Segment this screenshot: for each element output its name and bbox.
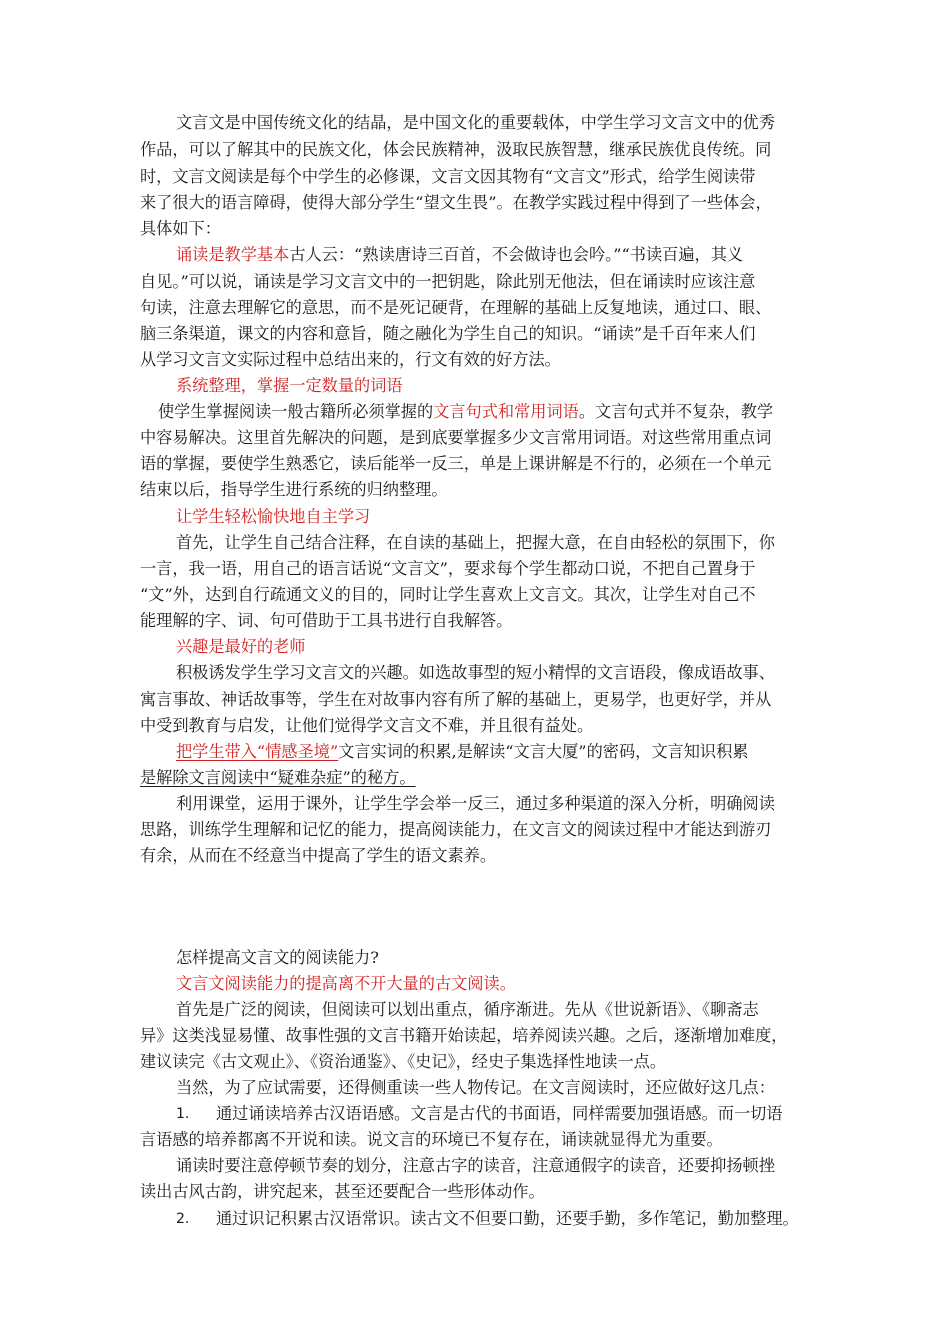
paragraph-line: 从学习文言文实际过程中总结出来的，行文有效的好方法。 [140,350,561,369]
paragraph-line: 能理解的字、词、句可借助于工具书进行自我解答。 [140,611,513,630]
paragraph-line: “文”外，达到自行疏通文义的目的，同时让学生喜欢上文言文。其次，让学生对自己不 [140,585,756,604]
paragraph-line: 寓言事故、神话故事等，学生在对故事内容有所了解的基础上，更易学，也更好学，并从 [140,690,772,709]
list-item-text: 言语感的培养都离不开说和读。说文言的环境已不复存在，诵读就显得尤为重要。 [140,1130,723,1149]
paragraph-text: 文言实词的积累,是解读“文言大厦”的密码，文言知识积累 [338,742,749,761]
paragraph-line: 积极诱发学生学习文言文的兴趣。如选故事型的短小精悍的文言语段，像成语故事、 [176,663,775,682]
paragraph-line: 一言，我一语，用自己的语言话说“文言文”，要求每个学生都动口说，不把自己置身于 [140,559,756,578]
paragraph-line: 语的掌握，要使学生熟悉它，读后能举一反三，单是上课讲解是不行的，必须在一个单元 [140,454,772,473]
paragraph-line: 时，文言文阅读是每个中学生的必修课，文言文因其物有“文言文”形式，给学生阅读带 [140,167,756,186]
section-heading-recitation: 诵读是教学基本 [176,245,290,264]
paragraph-line: 诵读时要注意停顿节奏的划分，注意古字的读音，注意通假字的读音，还要抑扬顿挫 [176,1156,775,1175]
paragraph-line: 文言文是中国传统文化的结晶，是中国文化的重要载体，中学生学习文言文中的优秀 [176,113,775,132]
paragraph-line [158,402,773,422]
highlight-sentence: 文言文阅读能力的提高离不开大量的古文阅读。 [176,974,516,993]
paragraph-line: 思路，训练学生理解和记忆的能力，提高阅读能力，在文言文的阅读过程中才能达到游刃 [140,820,772,839]
question-title: 怎样提高文言文的阅读能力? [176,948,379,967]
paragraph-line: 有余，从而在不经意当中提高了学生的语文素养。 [140,846,497,865]
paragraph-line: 异》这类浅显易懂、故事性强的文言书籍开始读起，培养阅读兴趣。之后，逐渐增加难度， [140,1026,788,1045]
paragraph-line: 句读，注意去理解它的意思，而不是死记硬背，在理解的基础上反复地读，通过口、眼、 [140,298,772,317]
paragraph-line: 中容易解决。这里首先解决的问题，是到底要掌握多少文言常用词语。对这些常用重点词 [140,428,772,447]
paragraph-line: 是解除文言阅读中“疑难杂症”的秘方。 [140,768,416,787]
section-heading-vocabulary: 系统整理，掌握一定数量的词语 [176,376,403,395]
paragraph-line: 利用课堂，运用于课外，让学生学会举一反三，通过多种渠道的深入分析，明确阅读 [176,794,775,813]
paragraph-text: 古人云：“熟读唐诗三百首，不会做诗也会吟。”“书读百遍，其义 [289,245,744,264]
paragraph-line: 首先是广泛的阅读，但阅读可以划出重点，循序渐进。先从《世说新语》、《聊斋志 [176,1000,759,1019]
highlight-text: 文言句式和常用词语 [433,402,579,421]
paragraph-line: 作品，可以了解其中的民族文化，体会民族精神，汲取民族智慧，继承民族优良传统。同 [140,140,772,159]
paragraph-line [176,245,743,265]
list-item-text: 通过识记积累古汉语常识。读古文不但要口勤，还要手勤，多作笔记，勤加整理。 [216,1209,799,1228]
paragraph-line [176,742,748,762]
list-item-number: 2. [176,1211,190,1227]
list-item-number: 1. [176,1106,190,1122]
paragraph-text: 。文言句式并不复杂，教学 [578,402,774,421]
paragraph-line: 结束以后，指导学生进行系统的归纳整理。 [140,480,448,499]
paragraph-text: 使学生掌握阅读一般古籍所必须掌握的 [158,402,434,421]
paragraph-line: 中受到教育与启发，让他们觉得学文言文不难，并且很有益处。 [140,716,594,735]
section-heading-emotion: 把学生带入“情感圣境” [176,742,339,761]
paragraph-line: 读出古风古韵，讲究起来，甚至还要配合一些形体动作。 [140,1182,545,1201]
section-heading-interest: 兴趣是最好的老师 [176,637,306,656]
paragraph-line: 来了很大的语言障碍，使得大部分学生“望文生畏”。在教学实践过程中得到了一些体会， [140,193,772,212]
paragraph-line: 具体如下： [140,219,221,238]
section-heading-autonomy: 让学生轻松愉快地自主学习 [176,507,371,526]
paragraph-line: 当然，为了应试需要，还得侧重读一些人物传记。在文言阅读时，还应做好这几点： [176,1078,775,1097]
paragraph-line: 自见。”可以说，诵读是学习文言文中的一把钥匙，除此别无他法，但在诵读时应该注意 [140,272,756,291]
paragraph-line: 首先，让学生自己结合注释，在自读的基础上，把握大意，在自由轻松的氛围下，你 [176,533,775,552]
paragraph-line: 脑三条渠道，课文的内容和意旨，随之融化为学生自己的知识。“诵读”是千百年来人们 [140,324,756,343]
list-item-text: 通过诵读培养古汉语语感。文言是古代的书面语，同样需要加强语感。而一切语 [216,1104,783,1123]
paragraph-line: 建议读完《古文观止》、《资治通鉴》、《史记》，经史子集选择性地读一点。 [140,1052,667,1071]
